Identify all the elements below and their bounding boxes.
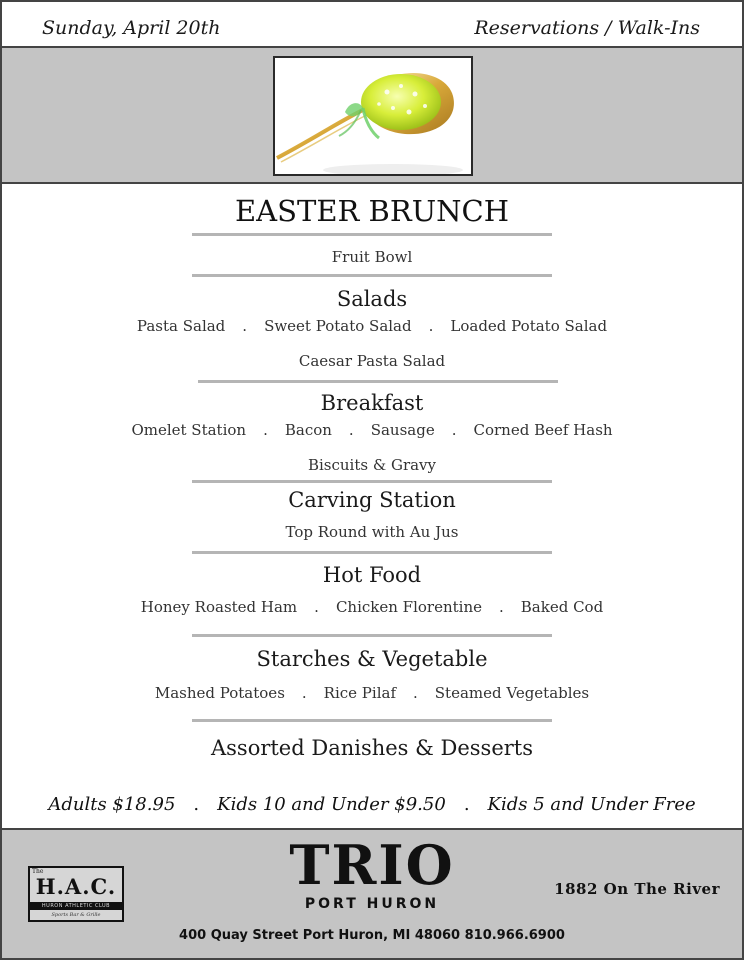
- menu-item: Steamed Vegetables: [434, 684, 590, 702]
- hac-tagline: Sports Bar & Grille: [51, 912, 101, 918]
- address-line: 400 Quay Street Port Huron, MI 48060 810.966.6900: [179, 928, 565, 943]
- starches-heading: Starches & Vegetable: [256, 647, 488, 671]
- divider: [192, 719, 552, 722]
- menu-item: Sausage: [370, 421, 435, 439]
- separator: .: [348, 421, 354, 439]
- menu-body: [2, 186, 742, 828]
- menu-item: Sweet Potato Salad: [264, 317, 412, 335]
- salads-row-2: Caesar Pasta Salad: [298, 352, 446, 370]
- price-adults: Adults $18.95: [48, 794, 176, 815]
- divider: [192, 480, 552, 483]
- salads-heading: Salads: [336, 287, 408, 311]
- price-kids-5: Kids 5 and Under Free: [487, 794, 696, 815]
- menu-title: EASTER BRUNCH: [235, 194, 509, 228]
- divider: [198, 380, 558, 383]
- carving-heading: Carving Station: [288, 488, 456, 512]
- reservations-note: Reservations / Walk-Ins: [474, 17, 700, 39]
- separator: .: [428, 317, 434, 335]
- river-logo: 1882 On The River: [554, 880, 720, 898]
- menu-item: Honey Roasted Ham: [140, 598, 298, 616]
- menu-item: Bacon: [284, 421, 332, 439]
- separator: .: [499, 598, 504, 616]
- divider: [192, 233, 552, 236]
- separator: .: [301, 684, 307, 702]
- easter-egg-photo: [273, 56, 473, 176]
- menu-item: Mashed Potatoes: [154, 684, 285, 702]
- top-bar: [2, 2, 742, 48]
- event-date: Sunday, April 20th: [42, 17, 221, 39]
- menu-item: Pasta Salad: [136, 317, 226, 335]
- trio-subtitle: PORT HURON: [304, 896, 440, 912]
- divider: [192, 634, 552, 637]
- starches-row: [2, 684, 742, 702]
- menu-item: Corned Beef Hash: [473, 421, 613, 439]
- photo-band: [2, 48, 742, 184]
- separator: .: [242, 317, 248, 335]
- desserts-heading: Assorted Danishes & Desserts: [210, 736, 534, 760]
- menu-item: Chicken Florentine: [335, 598, 482, 616]
- divider: [192, 274, 552, 277]
- separator: .: [463, 794, 470, 815]
- breakfast-heading: Breakfast: [320, 391, 424, 415]
- hot-food-row: [2, 598, 742, 616]
- carving-item: Top Round with Au Jus: [285, 523, 459, 541]
- salads-row-1: [2, 317, 742, 335]
- hot-food-heading: Hot Food: [322, 563, 422, 587]
- price-kids-10: Kids 10 and Under $9.50: [217, 794, 446, 815]
- hac-corner-text: The: [32, 868, 44, 875]
- footer: [2, 828, 742, 958]
- hac-letters: H.A.C.: [35, 874, 117, 899]
- separator: .: [413, 684, 418, 702]
- hac-club-name: HURON ATHLETIC CLUB: [30, 902, 122, 910]
- breakfast-row-2: Biscuits & Gravy: [307, 456, 437, 474]
- trio-logo: TRIO: [289, 833, 455, 897]
- breakfast-row-1: [2, 421, 742, 439]
- fruit-bowl: Fruit Bowl: [331, 248, 413, 266]
- menu-item: Omelet Station: [131, 421, 247, 439]
- easter-egg-spoon-icon: [275, 58, 471, 174]
- menu-item: Loaded Potato Salad: [450, 317, 608, 335]
- separator: .: [263, 421, 268, 439]
- menu-item: Baked Cod: [520, 598, 604, 616]
- price-line: [2, 794, 742, 815]
- separator: .: [451, 421, 457, 439]
- divider: [192, 551, 552, 554]
- menu-item: Rice Pilaf: [323, 684, 396, 702]
- separator: .: [314, 598, 319, 616]
- separator: .: [193, 794, 200, 815]
